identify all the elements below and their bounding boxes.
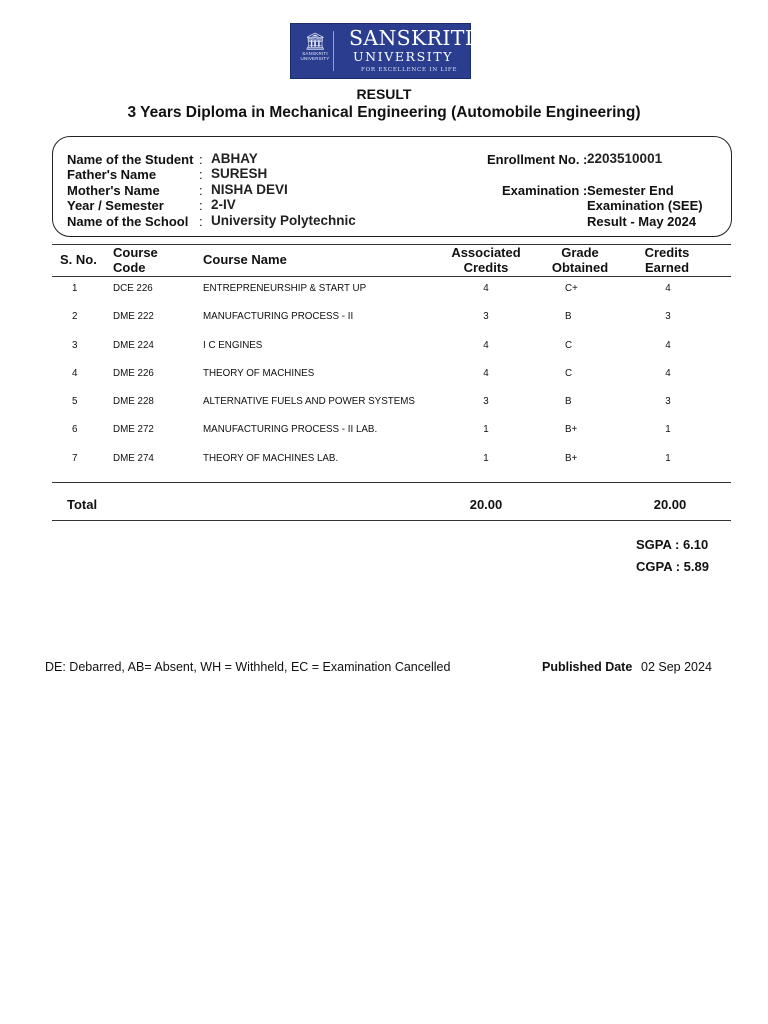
result-session: Result - May 2024 (587, 214, 697, 229)
abbreviation-legend: DE: Debarred, AB= Absent, WH = Withheld, EC = Examination Cancelled (45, 660, 451, 674)
row-course-code: DME 222 (113, 311, 154, 322)
row-credits: 4 (483, 283, 489, 294)
header-course-name: Course Name (203, 252, 287, 267)
header-earned-line1: Credits (644, 245, 690, 260)
university-emblem-icon: 🏛︎ SANSKRITI UNIVERSITY (297, 31, 334, 71)
row-grade: B+ (565, 453, 578, 464)
student-name-label: Name of the Student (67, 152, 194, 167)
row-sno: 1 (72, 283, 78, 294)
row-course-code: DME 228 (113, 396, 154, 407)
examination-label: Examination : (502, 183, 588, 198)
row-course-name: I C ENGINES (203, 340, 263, 351)
row-grade: B (565, 311, 572, 322)
school-name-value: University Polytechnic (211, 213, 356, 228)
row-course-name: THEORY OF MACHINES (203, 368, 315, 379)
colon: : (199, 198, 203, 213)
row-course-code: DME 274 (113, 453, 154, 464)
colon: : (199, 167, 203, 182)
year-semester-label: Year / Semester (67, 198, 164, 213)
row-sno: 4 (72, 368, 78, 379)
logo-name-line1: SANSKRITI (349, 26, 474, 50)
row-course-code: DME 226 (113, 368, 154, 379)
row-credits: 3 (483, 396, 489, 407)
row-grade: C (565, 340, 573, 351)
mother-name-label: Mother's Name (67, 183, 160, 198)
row-course-code: DME 224 (113, 340, 154, 351)
header-credits-line2: Credits (463, 260, 509, 275)
row-course-name: THEORY OF MACHINES LAB. (203, 453, 339, 464)
total-bottom-rule (52, 520, 731, 521)
row-credits: 1 (483, 453, 489, 464)
row-earned: 4 (665, 283, 671, 294)
total-credits: 20.00 (469, 497, 503, 512)
cgpa-value: CGPA : 5.89 (636, 559, 709, 574)
colon: : (199, 214, 203, 229)
row-credits: 4 (483, 368, 489, 379)
row-grade: C+ (565, 283, 578, 294)
enrollment-label: Enrollment No. : (487, 152, 588, 167)
sgpa-value: SGPA : 6.10 (636, 537, 709, 552)
row-earned: 4 (665, 340, 671, 351)
row-sno: 3 (72, 340, 78, 351)
row-credits: 3 (483, 311, 489, 322)
row-sno: 5 (72, 396, 78, 407)
published-date-label: Published Date (542, 660, 633, 674)
row-earned: 1 (665, 424, 671, 435)
row-sno: 2 (72, 311, 78, 322)
row-sno: 7 (72, 453, 78, 464)
row-earned: 4 (665, 368, 671, 379)
row-grade: C (565, 368, 573, 379)
colon: : (199, 152, 203, 167)
total-label: Total (67, 497, 98, 512)
row-course-name: MANUFACTURING PROCESS - II LAB. (203, 424, 378, 435)
row-earned: 3 (665, 396, 671, 407)
row-course-name: ENTREPRENEURSHIP & START UP (203, 283, 367, 294)
examination-value-line1: Semester End (587, 183, 674, 198)
enrollment-value: 2203510001 (587, 151, 663, 166)
mother-name-value: NISHA DEVI (211, 182, 288, 197)
header-grade-line1: Grade (561, 245, 599, 260)
row-credits: 4 (483, 340, 489, 351)
year-semester-value: 2-IV (211, 197, 236, 212)
father-name-label: Father's Name (67, 167, 157, 182)
header-credits-line1: Associated (451, 245, 521, 260)
header-earned-line2: Earned (644, 260, 690, 275)
row-grade: B+ (565, 424, 578, 435)
row-sno: 6 (72, 424, 78, 435)
logo-name-line2: UNIVERSITY (353, 49, 454, 64)
row-earned: 1 (665, 453, 671, 464)
table-header-rule (52, 276, 731, 277)
father-name-value: SURESH (211, 166, 268, 181)
published-date-value: 02 Sep 2024 (641, 660, 712, 674)
row-credits: 1 (483, 424, 489, 435)
row-grade: B (565, 396, 572, 407)
header-sno: S. No. (60, 252, 97, 267)
student-name-value: ABHAY (211, 151, 258, 166)
colon: : (199, 183, 203, 198)
total-earned: 20.00 (653, 497, 687, 512)
row-earned: 3 (665, 311, 671, 322)
row-course-name: MANUFACTURING PROCESS - II (203, 311, 354, 322)
program-title: 3 Years Diploma in Mechanical Engineering (Automobile Engineering) (127, 104, 641, 121)
header-course-code-line2: Code (113, 260, 146, 275)
school-name-label: Name of the School (67, 214, 189, 229)
university-logo (290, 23, 474, 79)
document-title: RESULT (356, 86, 412, 102)
header-grade-line2: Obtained (551, 260, 609, 275)
row-course-code: DCE 226 (113, 283, 153, 294)
row-course-code: DME 272 (113, 424, 154, 435)
examination-value-line2: Examination (SEE) (587, 198, 703, 213)
total-top-rule (52, 482, 731, 483)
logo-tagline: FOR EXCELLENCE IN LIFE (361, 67, 458, 73)
row-course-name: ALTERNATIVE FUELS AND POWER SYSTEMS (203, 396, 415, 407)
header-course-code-line1: Course (113, 245, 158, 260)
